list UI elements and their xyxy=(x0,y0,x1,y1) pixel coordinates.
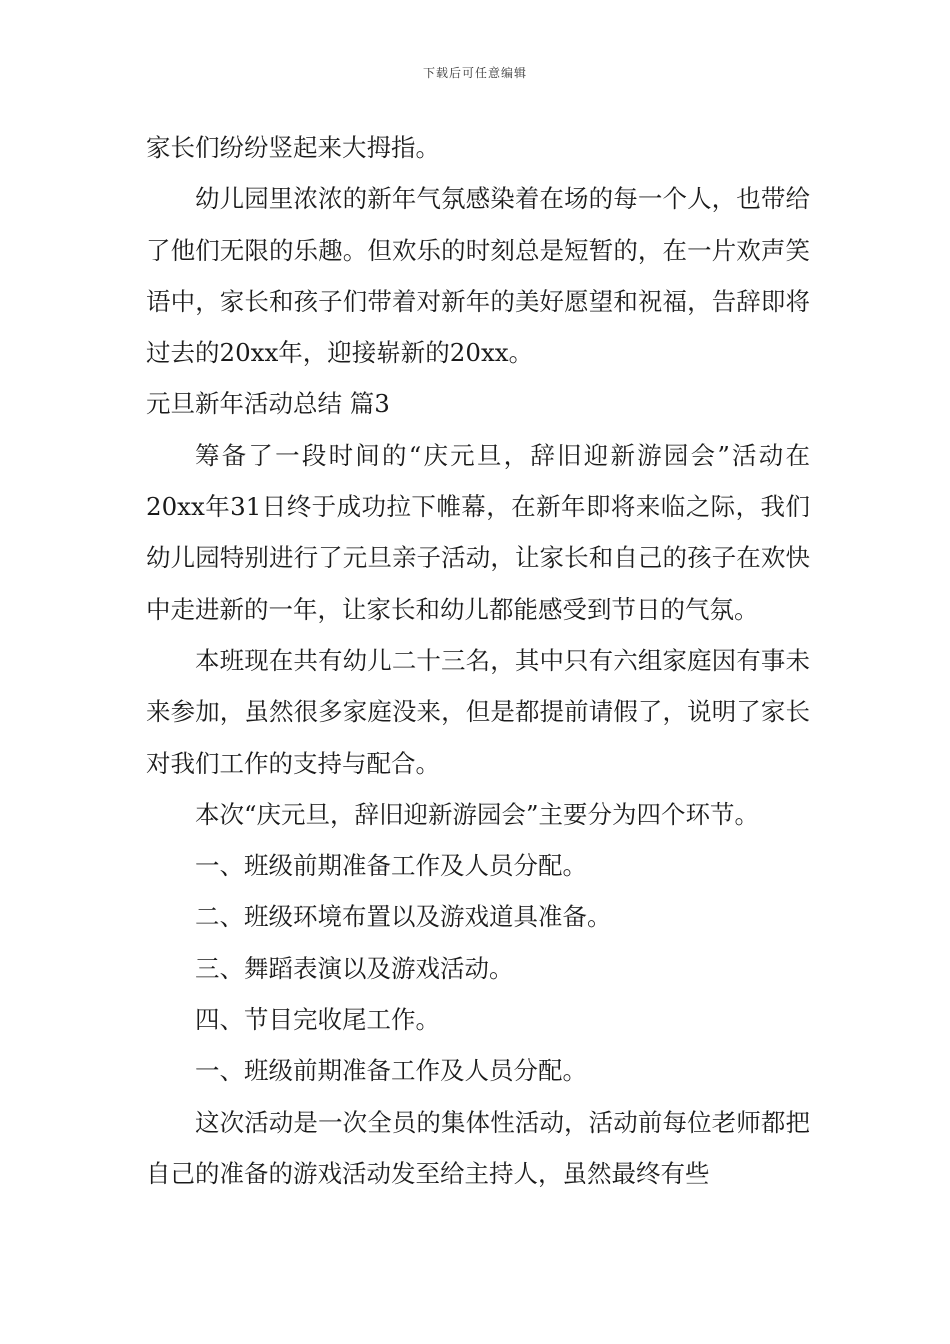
section-heading: 元旦新年活动总结 篇3 xyxy=(146,389,390,419)
paragraph-new-year-atmosphere: 幼儿园里浓浓的新年气氛感染着在场的每一个人，也带给了他们无限的乐趣。但欢乐的时刻总是短暂的，在一片欢声笑语中，家长和孩子们带着对新年的美好愿望和祝福，告辞即将过去的20xx年，迎接崭新的20xx。 xyxy=(146,184,810,368)
list-item-1: 一、班级前期准备工作及人员分配。 xyxy=(195,851,587,881)
paragraph-class-attendance: 本班现在共有幼儿二十三名，其中只有六组家庭因有事未来参加，虽然很多家庭没来，但是都提前请假了，说明了家长对我们工作的支持与配合。 xyxy=(146,645,810,778)
list-item-2: 二、班级环境布置以及游戏道具准备。 xyxy=(195,902,612,932)
subsection-heading-1: 一、班级前期准备工作及人员分配。 xyxy=(195,1056,587,1086)
document-body xyxy=(146,122,810,1199)
list-item-4: 四、节目完收尾工作。 xyxy=(195,1005,440,1035)
paragraph-group-activity: 这次活动是一次全员的集体性活动，活动前每位老师都把自己的准备的游戏活动发至给主持人，虽然最终有些 xyxy=(146,1107,810,1188)
list-item-3: 三、舞蹈表演以及游戏活动。 xyxy=(195,953,514,983)
paragraph-continuation: 家长们纷纷竖起来大拇指。 xyxy=(146,133,440,162)
paragraph-four-sections: 本次“庆元旦，辞旧迎新游园会”主要分为四个环节。 xyxy=(195,799,760,829)
paragraph-preparation: 筹备了一段时间的“庆元旦，辞旧迎新游园会”活动在20xx年31日终于成功拉下帷幕，在新年即将来临之际，我们幼儿园特别进行了元旦亲子活动，让家长和自己的孩子在欢快中走进新的一年，让家长和幼儿都能感受到节日的气氛。 xyxy=(146,440,810,624)
page-header-note: 下载后可任意编辑 xyxy=(422,66,527,80)
